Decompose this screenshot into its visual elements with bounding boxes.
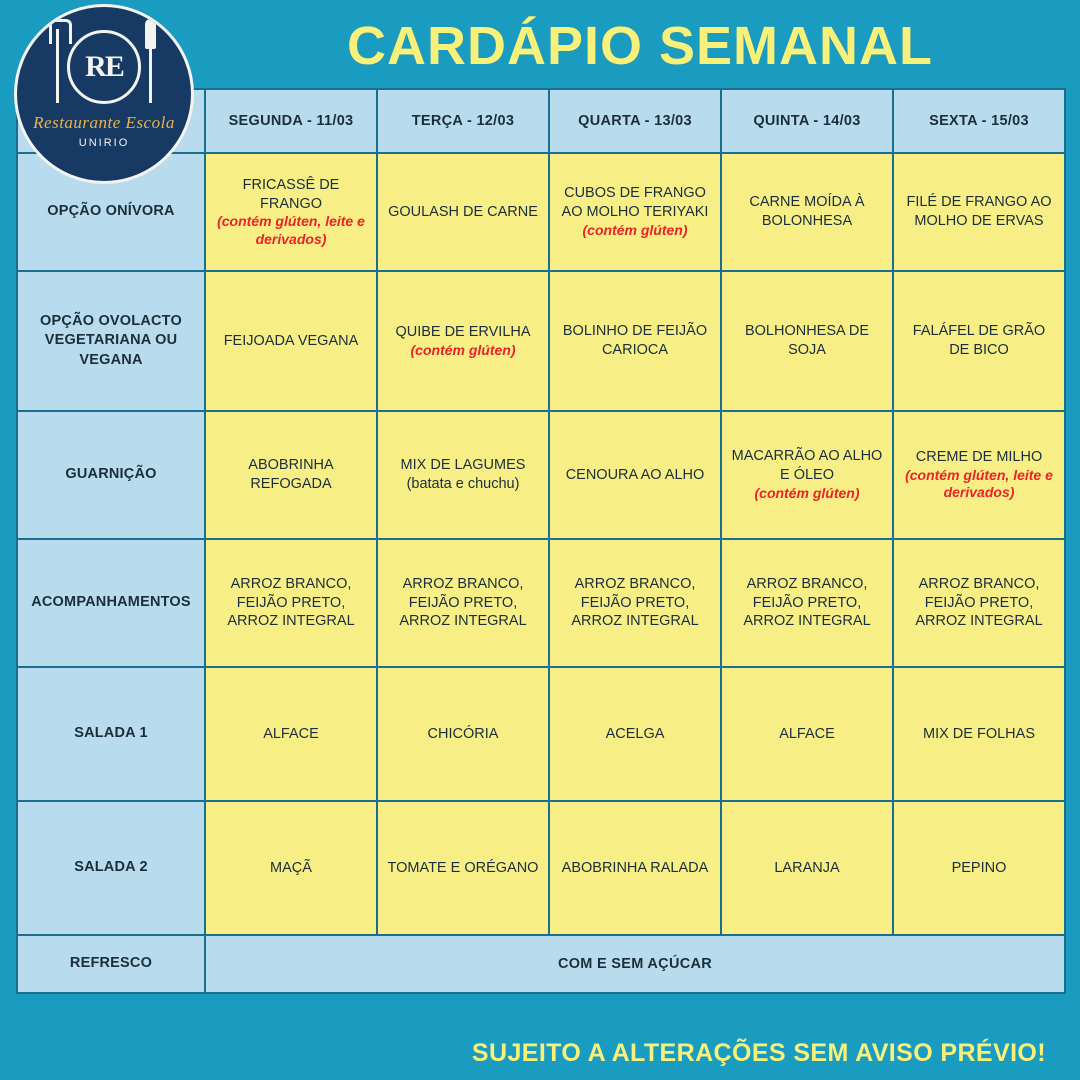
cell-guarnicao-wednesday <box>549 411 721 539</box>
cell-text: FRICASSÊ DE FRANGO <box>242 176 340 212</box>
cell-onivora-monday <box>205 153 377 271</box>
weekly-menu-table <box>16 88 1066 994</box>
knife-icon <box>149 29 152 103</box>
column-header-wednesday: QUARTA - 13/03 <box>549 89 721 153</box>
cell-text: BOLHONHESA DE SOJA <box>744 323 870 358</box>
column-header-tuesday: TERÇA - 12/03 <box>377 89 549 153</box>
row-header-vegetariana: OPÇÃO OVOLACTO VEGETARIANA OU VEGANA <box>17 271 205 411</box>
row-header-acompanhamentos: ACOMPANHAMENTOS <box>17 539 205 667</box>
cell-acompanhamentos-thursday: ARROZ BRANCO, FEIJÃO PRETO, ARROZ INTEGRAL <box>721 539 893 667</box>
cell-salada1-friday: MIX DE FOLHAS <box>893 667 1065 801</box>
column-header-monday: SEGUNDA - 11/03 <box>205 89 377 153</box>
cell-text: MIX DE LAGUMES (batata e chuchu) <box>400 457 526 492</box>
cell-text: BOLINHO DE FEIJÃO CARIOCA <box>562 323 708 358</box>
cell-text: GOULASH DE CARNE <box>388 203 538 220</box>
cell-text: FALÁFEL DE GRÃO DE BICO <box>912 323 1046 358</box>
row-header-guarnicao: GUARNIÇÃO <box>17 411 205 539</box>
cell-vegetariana-wednesday <box>549 271 721 411</box>
logo-name: Restaurante Escola <box>33 113 175 132</box>
cell-allergen-note: (contém glúten, leite e derivados) <box>905 466 1053 501</box>
cell-salada2-monday: MAÇÃ <box>205 801 377 935</box>
cell-text: CARNE MOÍDA À BOLONHESA <box>749 194 865 229</box>
fork-icon <box>56 29 59 103</box>
cell-text: FEIJOADA VEGANA <box>223 332 359 349</box>
cell-text: CREME DE MILHO <box>915 449 1043 466</box>
cell-refresco-all-days: COM E SEM AÇÚCAR <box>205 935 1065 993</box>
footer-note: SUJEITO A ALTERAÇÕES SEM AVISO PRÉVIO! <box>471 1039 1046 1067</box>
cell-allergen-note: (contém glúten) <box>582 222 688 239</box>
cell-salada1-thursday: ALFACE <box>721 667 893 801</box>
cell-onivora-wednesday <box>549 153 721 271</box>
cell-guarnicao-thursday <box>721 411 893 539</box>
table-row <box>17 539 1065 667</box>
cell-onivora-thursday <box>721 153 893 271</box>
cell-vegetariana-friday <box>893 271 1065 411</box>
cell-acompanhamentos-tuesday: ARROZ BRANCO, FEIJÃO PRETO, ARROZ INTEGRAL <box>377 539 549 667</box>
cell-vegetariana-tuesday <box>377 271 549 411</box>
table-row <box>17 271 1065 411</box>
cell-onivora-friday <box>893 153 1065 271</box>
plate-icon <box>67 30 141 104</box>
table-row <box>17 153 1065 271</box>
cell-guarnicao-monday <box>205 411 377 539</box>
cell-salada2-wednesday: ABOBRINHA RALADA <box>549 801 721 935</box>
table-row <box>17 667 1065 801</box>
cell-guarnicao-friday <box>893 411 1065 539</box>
logo-subtitle: UNIRIO <box>78 137 130 149</box>
cell-text: FILÉ DE FRANGO AO MOLHO DE ERVAS <box>906 194 1052 229</box>
cell-allergen-note: (contém glúten, leite e derivados) <box>217 213 365 247</box>
cell-salada1-tuesday: CHICÓRIA <box>377 667 549 801</box>
cell-vegetariana-monday <box>205 271 377 411</box>
row-header-salada-1: SALADA 1 <box>17 667 205 801</box>
row-header-onivora: OPÇÃO ONÍVORA <box>17 153 205 271</box>
cell-vegetariana-thursday <box>721 271 893 411</box>
table-row <box>17 801 1065 935</box>
cell-salada1-wednesday: ACELGA <box>549 667 721 801</box>
cell-acompanhamentos-wednesday: ARROZ BRANCO, FEIJÃO PRETO, ARROZ INTEGRAL <box>549 539 721 667</box>
cell-salada2-thursday: LARANJA <box>721 801 893 935</box>
row-header-refresco: REFRESCO <box>17 935 205 993</box>
cell-guarnicao-tuesday <box>377 411 549 539</box>
page-title: CARDÁPIO SEMANAL <box>346 16 933 76</box>
cell-salada2-tuesday: TOMATE E ORÉGANO <box>377 801 549 935</box>
cell-text: QUIBE DE ERVILHA <box>395 323 531 340</box>
logo-monogram: RE <box>85 50 123 83</box>
cell-text: ABOBRINHA REFOGADA <box>248 457 334 492</box>
column-header-friday: SEXTA - 15/03 <box>893 89 1065 153</box>
plate-cutlery-icon <box>50 23 158 111</box>
restaurant-logo <box>14 4 194 184</box>
cell-allergen-note: (contém glúten) <box>754 485 860 502</box>
cell-text: CUBOS DE FRANGO AO MOLHO TERIYAKI <box>561 185 709 221</box>
table-row <box>17 935 1065 993</box>
cell-text: MACARRÃO AO ALHO E ÓLEO <box>731 448 883 484</box>
cell-salada1-monday: ALFACE <box>205 667 377 801</box>
row-header-salada-2: SALADA 2 <box>17 801 205 935</box>
table-row <box>17 411 1065 539</box>
cell-acompanhamentos-monday: ARROZ BRANCO, FEIJÃO PRETO, ARROZ INTEGRAL <box>205 539 377 667</box>
cell-onivora-tuesday <box>377 153 549 271</box>
cell-allergen-note: (contém glúten) <box>410 341 516 358</box>
cell-acompanhamentos-friday: ARROZ BRANCO, FEIJÃO PRETO, ARROZ INTEGRAL <box>893 539 1065 667</box>
cell-text: CENOURA AO ALHO <box>565 466 705 483</box>
column-header-thursday: QUINTA - 14/03 <box>721 89 893 153</box>
cell-salada2-friday: PEPINO <box>893 801 1065 935</box>
